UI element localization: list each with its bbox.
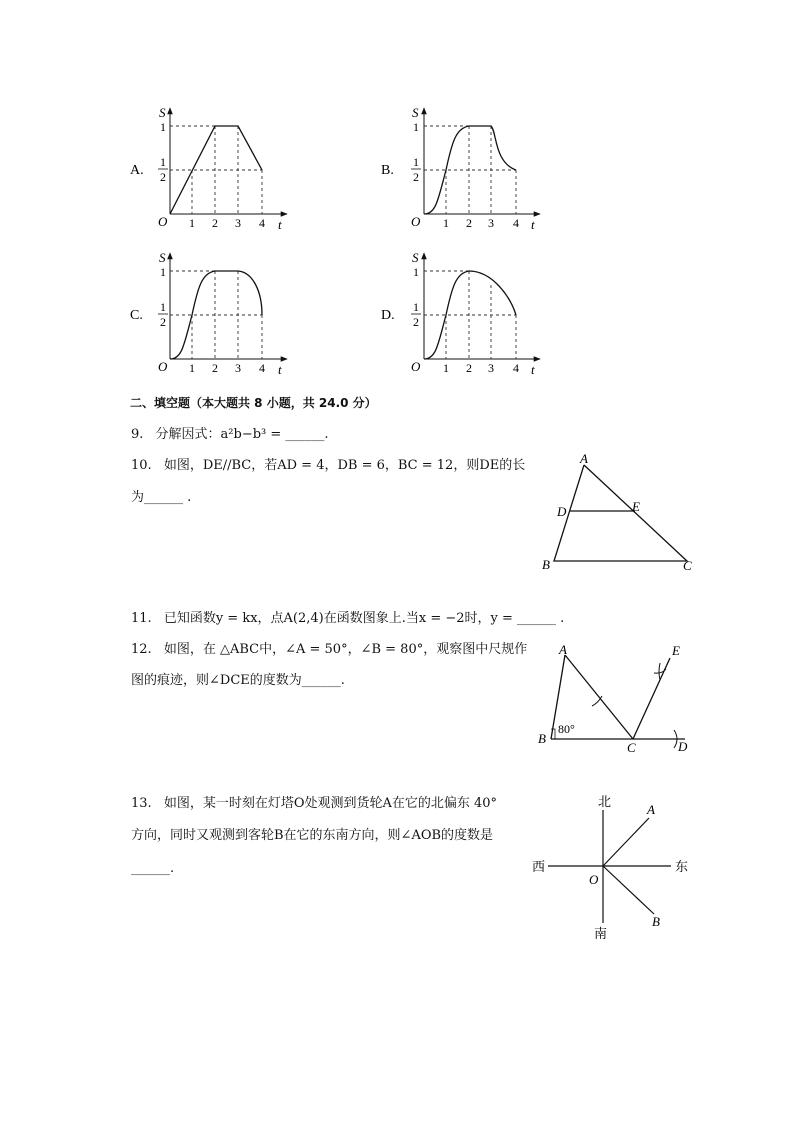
svg-text:B: B xyxy=(538,731,546,746)
svg-text:A: A xyxy=(559,642,567,657)
svg-text:2: 2 xyxy=(413,170,419,184)
svg-text:D: D xyxy=(678,739,688,754)
question-12-line2: 图的痕迹，则∠DCE的度数为______. xyxy=(131,673,345,688)
svg-text:2: 2 xyxy=(466,361,472,375)
svg-text:E: E xyxy=(672,643,680,658)
svg-text:t: t xyxy=(278,362,282,377)
q13-compass-figure xyxy=(525,790,700,945)
graph-option-label: C. xyxy=(130,308,143,323)
svg-text:2: 2 xyxy=(212,361,218,375)
svg-text:2: 2 xyxy=(413,315,419,329)
question-number: 12. xyxy=(131,642,152,657)
svg-text:北: 北 xyxy=(598,794,612,809)
question-11 xyxy=(131,610,564,628)
svg-text:O: O xyxy=(411,214,421,229)
svg-text:1: 1 xyxy=(160,300,166,314)
svg-text:4: 4 xyxy=(513,361,519,375)
question-13-line3: ______. xyxy=(131,861,175,876)
svg-text:C: C xyxy=(683,558,692,573)
question-13 xyxy=(131,795,497,813)
question-9 xyxy=(131,426,329,444)
svg-text:D: D xyxy=(557,504,567,519)
svg-text:80°: 80° xyxy=(558,722,575,736)
svg-text:1: 1 xyxy=(443,361,449,375)
graph-c xyxy=(130,250,287,377)
svg-text:S: S xyxy=(412,105,419,120)
svg-text:西: 西 xyxy=(532,859,546,874)
svg-text:1: 1 xyxy=(443,216,449,230)
svg-text:2: 2 xyxy=(212,216,218,230)
svg-text:4: 4 xyxy=(259,361,265,375)
svg-text:B: B xyxy=(652,914,660,929)
question-text: 如图，某一时刻在灯塔O处观测到货轮A在它的北偏东 40° xyxy=(163,796,498,811)
svg-text:A: A xyxy=(647,802,655,817)
svg-text:A: A xyxy=(580,452,588,466)
svg-text:2: 2 xyxy=(160,315,166,329)
svg-text:3: 3 xyxy=(235,361,241,375)
svg-text:O: O xyxy=(158,359,168,374)
graph-d xyxy=(381,250,540,377)
svg-text:1: 1 xyxy=(160,265,166,279)
svg-text:1: 1 xyxy=(189,361,195,375)
question-text: 已知函数y = kx，点A(2,4)在函数图象上.当x = −2时，y = ______ . xyxy=(163,611,565,626)
svg-text:1: 1 xyxy=(413,265,419,279)
svg-text:2: 2 xyxy=(160,170,166,184)
svg-text:东: 东 xyxy=(675,859,689,874)
q10-triangle-figure xyxy=(530,452,700,577)
graph-b xyxy=(381,105,540,232)
svg-text:t: t xyxy=(278,217,282,232)
svg-text:1: 1 xyxy=(413,120,419,134)
svg-text:4: 4 xyxy=(259,216,265,230)
question-text: 如图，DE//BC，若AD = 4，DB = 6，BC = 12，则DE的长 xyxy=(163,458,526,473)
q12-construction-figure xyxy=(530,640,700,760)
svg-text:3: 3 xyxy=(488,361,494,375)
question-number: 11. xyxy=(131,611,152,626)
svg-text:E: E xyxy=(632,499,640,514)
question-13-line2: 方向，同时又观测到客轮B在它的东南方向，则∠AOB的度数是 xyxy=(131,828,494,843)
graph-option-label: D. xyxy=(381,308,395,323)
svg-text:1: 1 xyxy=(160,120,166,134)
svg-text:1: 1 xyxy=(413,300,419,314)
graph-options xyxy=(0,0,794,390)
question-number: 10. xyxy=(131,458,152,473)
section-title: 二、填空题（本大题共 8 小题，共 24.0 分） xyxy=(130,396,377,410)
question-text: 分解因式：a²b−b³ = ______. xyxy=(155,427,329,442)
svg-text:B: B xyxy=(542,557,550,572)
svg-text:t: t xyxy=(531,217,535,232)
graph-option-label: A. xyxy=(130,163,144,178)
svg-text:S: S xyxy=(159,250,166,265)
graph-a xyxy=(130,105,287,232)
svg-text:C: C xyxy=(627,740,636,755)
svg-text:1: 1 xyxy=(160,155,166,169)
svg-text:S: S xyxy=(159,105,166,120)
svg-text:南: 南 xyxy=(594,926,608,941)
question-10 xyxy=(131,457,525,475)
svg-text:1: 1 xyxy=(413,155,419,169)
svg-text:3: 3 xyxy=(488,216,494,230)
graph-option-label: B. xyxy=(381,163,394,178)
question-text: 如图，在 △ABC中，∠A = 50°，∠B = 80°，观察图中尺规作 xyxy=(163,642,528,657)
question-number: 9. xyxy=(131,427,144,442)
svg-text:1: 1 xyxy=(189,216,195,230)
question-number: 13. xyxy=(131,796,152,811)
svg-text:2: 2 xyxy=(466,216,472,230)
question-12 xyxy=(131,641,527,659)
svg-text:O: O xyxy=(589,872,599,887)
svg-text:S: S xyxy=(412,250,419,265)
svg-text:t: t xyxy=(531,362,535,377)
svg-text:O: O xyxy=(158,214,168,229)
question-10-line2: 为______ . xyxy=(131,490,192,505)
svg-text:O: O xyxy=(411,359,421,374)
svg-text:3: 3 xyxy=(235,216,241,230)
svg-text:4: 4 xyxy=(513,216,519,230)
